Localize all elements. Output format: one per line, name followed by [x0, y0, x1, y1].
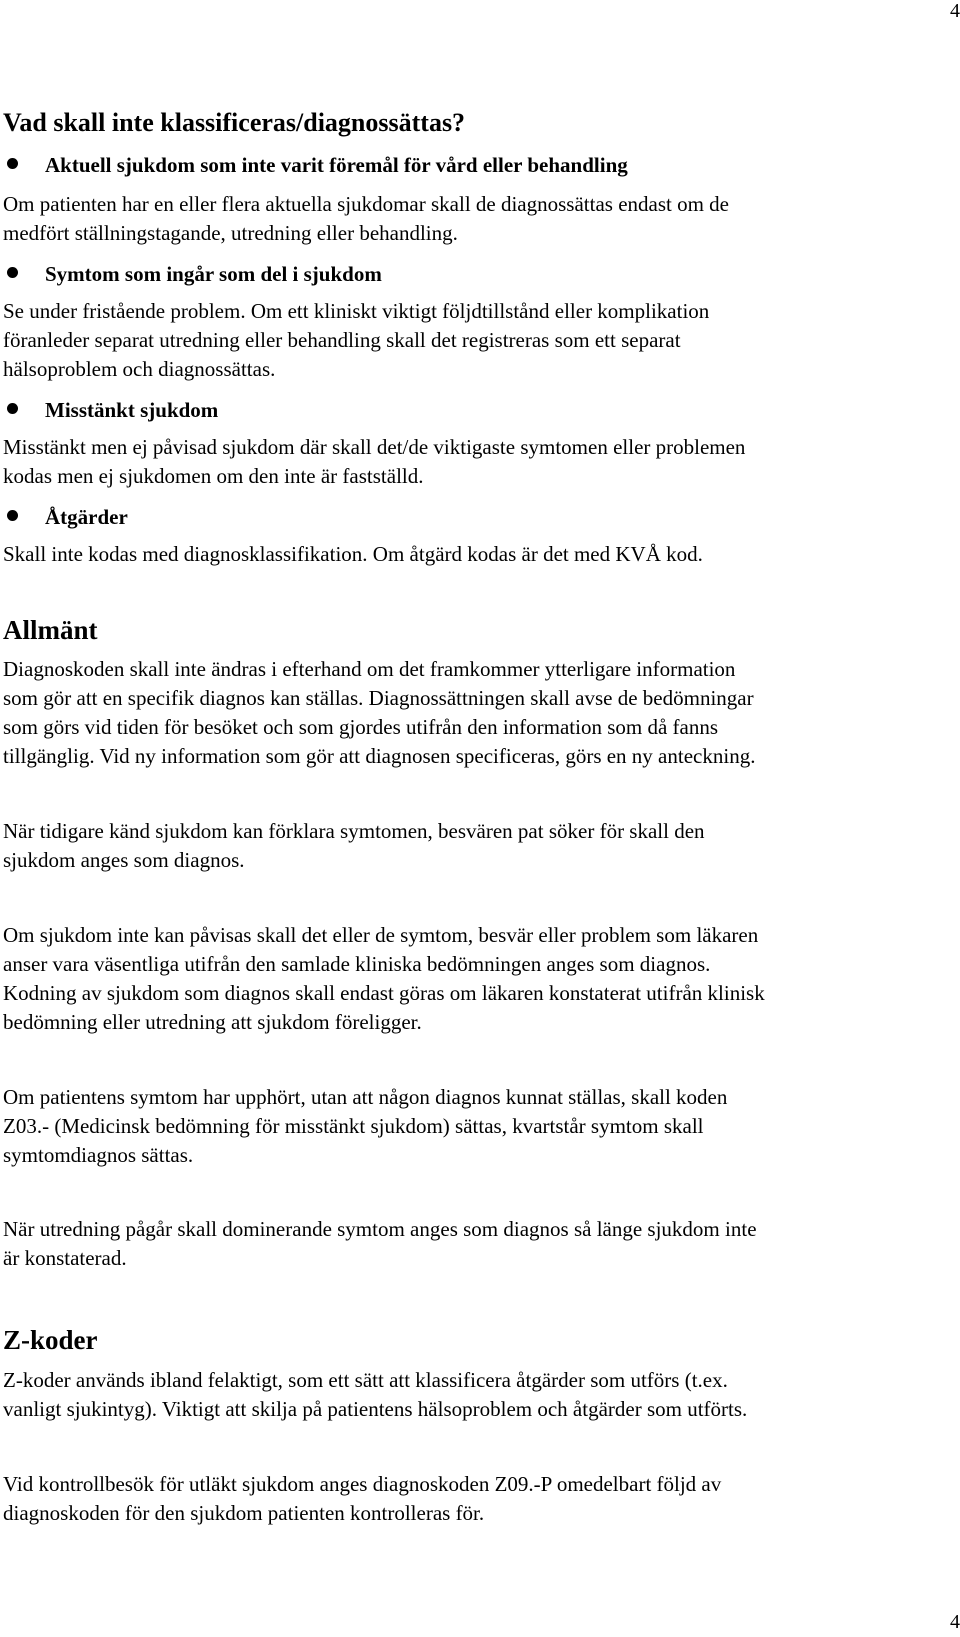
paragraph-line: tillgänglig. Vid ny information som gör att diagnosen specificeras, görs en ny anteckning.	[3, 744, 756, 768]
paragraph-line: Vid kontrollbesök för utläkt sjukdom anges diagnoskoden Z09.-P omedelbart följd av	[3, 1472, 722, 1496]
heading-allmant: Allmänt	[3, 615, 98, 645]
paragraph-line: Z03.- (Medicinsk bedömning för misstänkt sjukdom) sättas, kvartstår symtom skall	[3, 1114, 704, 1138]
bullet-body-line: Skall inte kodas med diagnosklassifikation. Om åtgärd kodas är det med KVÅ kod.	[3, 542, 703, 566]
heading-zkoder: Z-koder	[3, 1325, 98, 1355]
paragraph-line: som görs vid tiden för besöket och som gjordes utifrån den information som då fanns	[3, 715, 719, 739]
paragraph-line: symtomdiagnos sättas.	[3, 1143, 194, 1167]
bullet-icon	[7, 510, 18, 521]
bullet-title: Symtom som ingår som del i sjukdom	[45, 262, 382, 286]
bullet-title: Aktuell sjukdom som inte varit föremål för vård eller behandling	[45, 153, 628, 177]
paragraph-line: anser vara väsentliga utifrån den samlade kliniska bedömningen anges som diagnos.	[3, 952, 711, 976]
bullet-body-line: Misstänkt men ej påvisad sjukdom där skall det/de viktigaste symtomen eller problemen	[3, 435, 746, 459]
paragraph-line: sjukdom anges som diagnos.	[3, 848, 245, 872]
heading-main: Vad skall inte klassificeras/diagnossättas?	[3, 108, 466, 137]
bullet-icon	[7, 403, 18, 414]
bullet-icon	[7, 158, 18, 169]
paragraph-line: Z-koder används ibland felaktigt, som ett sätt att klassificera åtgärder som utförs (t.ex.	[3, 1368, 728, 1392]
paragraph-line: Kodning av sjukdom som diagnos skall endast göras om läkaren konstaterat utifrån klinisk	[3, 981, 765, 1005]
paragraph-line: När utredning pågår skall dominerande symtom anges som diagnos så länge sjukdom inte	[3, 1217, 757, 1241]
paragraph-line: diagnoskoden för den sjukdom patienten kontrolleras för.	[3, 1501, 485, 1525]
bullet-body-line: kodas men ej sjukdomen om den inte är fastställd.	[3, 464, 424, 488]
paragraph-line: Om patientens symtom har upphört, utan att någon diagnos kunnat ställas, skall koden	[3, 1085, 728, 1109]
bullet-title: Åtgärder	[45, 505, 128, 529]
bullet-body-line: medfört ställningstagande, utredning eller behandling.	[3, 221, 458, 245]
bullet-body-line: Om patienten har en eller flera aktuella sjukdomar skall de diagnossättas endast om de	[3, 192, 730, 216]
bullet-body-line: hälsoproblem och diagnossättas.	[3, 357, 276, 381]
page-number-bottom: 4	[950, 1611, 960, 1633]
bullet-icon	[7, 267, 18, 278]
page-number-top: 4	[950, 0, 960, 22]
bullet-body-line: föranleder separat utredning eller behandling skall det registreras som ett separat	[3, 328, 681, 352]
bullet-body-line: Se under fristående problem. Om ett kliniskt viktigt följdtillstånd eller komplikation	[3, 299, 710, 323]
paragraph-line: Diagnoskoden skall inte ändras i efterhand om det framkommer ytterligare information	[3, 657, 736, 681]
paragraph-line: som gör att en specifik diagnos kan ställas. Diagnossättningen skall avse de bedömningar	[3, 686, 754, 710]
paragraph-line: bedömning eller utredning att sjukdom föreligger.	[3, 1010, 422, 1034]
paragraph-line: vanligt sjukintyg). Viktigt att skilja på patientens hälsoproblem och åtgärder som utförts.	[3, 1397, 748, 1421]
paragraph-line: När tidigare känd sjukdom kan förklara symtomen, besvären pat söker för skall den	[3, 819, 705, 843]
paragraph-line: Om sjukdom inte kan påvisas skall det eller de symtom, besvär eller problem som läkaren	[3, 923, 759, 947]
bullet-title: Misstänkt sjukdom	[45, 398, 219, 422]
paragraph-line: är konstaterad.	[3, 1246, 127, 1270]
